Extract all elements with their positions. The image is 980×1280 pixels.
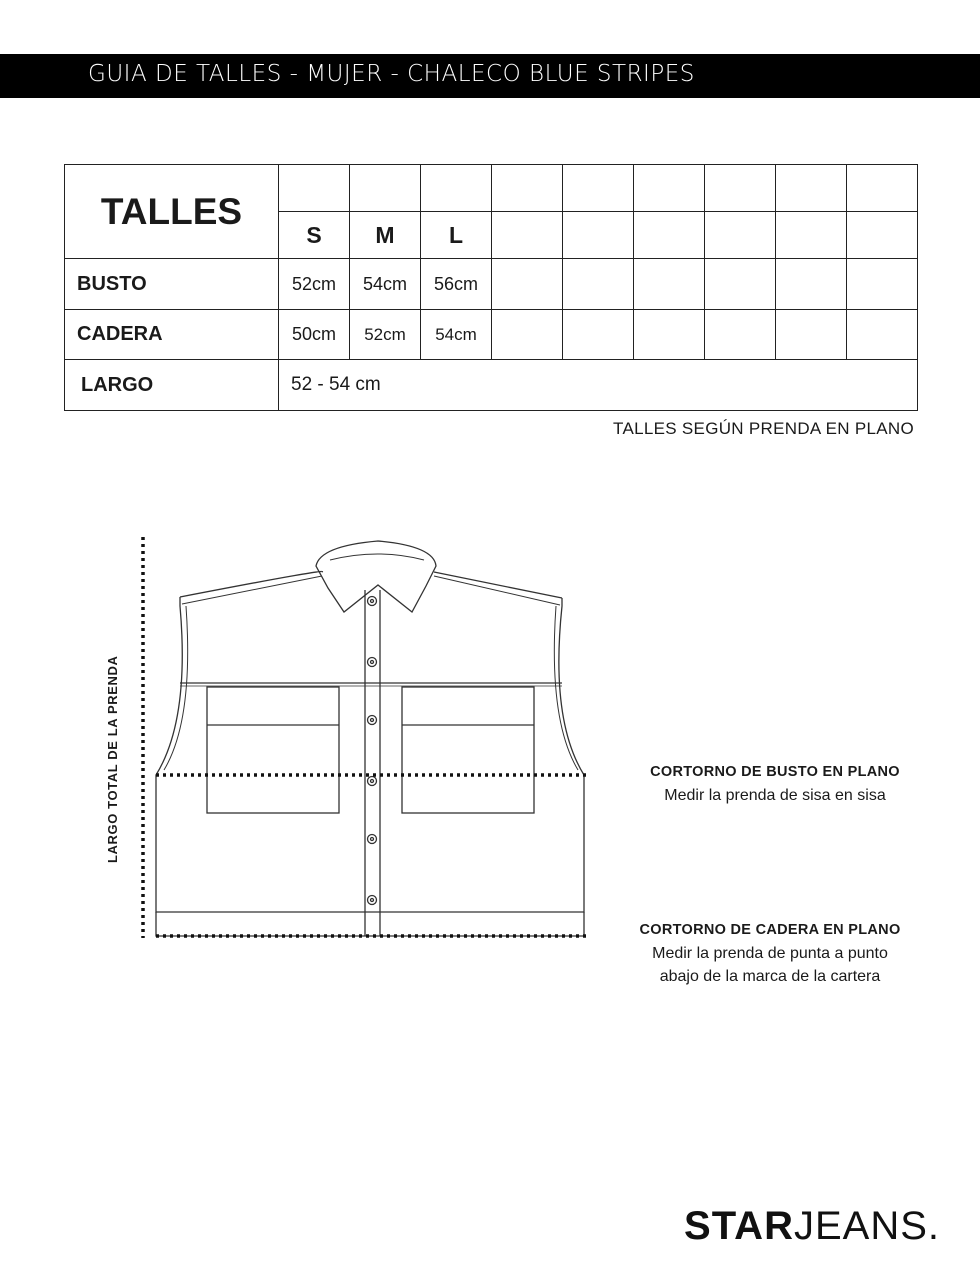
header-bar <box>0 54 980 98</box>
table-row <box>65 360 918 411</box>
size-table <box>64 164 918 411</box>
table-row <box>65 259 918 310</box>
hip-desc-line1: Medir la prenda de punta a punto <box>652 945 888 962</box>
table-cell: 52cm <box>279 259 350 310</box>
right-pocket <box>402 687 534 813</box>
bust-title: CORTORNO DE BUSTO EN PLANO <box>650 764 900 780</box>
hip-title: CORTORNO DE CADERA EN PLANO <box>639 922 901 938</box>
length-label: LARGO TOTAL DE LA PRENDA <box>105 655 120 863</box>
buttons <box>368 597 377 905</box>
row-label-busto: BUSTO <box>65 259 279 310</box>
vest-diagram <box>100 525 600 945</box>
vest-body-outline <box>156 597 584 912</box>
table-cell: 52cm <box>350 310 421 360</box>
table-cell: 54cm <box>421 310 492 360</box>
size-header-m: M <box>350 212 421 259</box>
page-title: GUIA DE TALLES - MUJER - CHALECO BLUE STRIPES <box>88 61 695 87</box>
measurement-note: TALLES SEGÚN PRENDA EN PLANO <box>613 419 914 438</box>
table-cell: 56cm <box>421 259 492 310</box>
brand-logo: STARJEANS. <box>684 1204 940 1248</box>
hip-desc-line2: abajo de la marca de la cartera <box>659 968 881 985</box>
table-cell: 54cm <box>350 259 421 310</box>
table-title: TALLES <box>65 165 279 259</box>
table-row <box>65 165 918 212</box>
size-header-s: S <box>279 212 350 259</box>
hip-annotation <box>612 922 928 988</box>
bust-annotation <box>620 764 930 807</box>
row-label-cadera: CADERA <box>65 310 279 360</box>
size-header-l: L <box>421 212 492 259</box>
largo-value: 52 - 54 cm <box>279 360 918 411</box>
bust-desc: Medir la prenda de sisa en sisa <box>664 787 886 804</box>
table-row <box>65 310 918 360</box>
left-pocket <box>207 687 339 813</box>
table-cell: 50cm <box>279 310 350 360</box>
row-label-largo: LARGO <box>65 360 279 411</box>
